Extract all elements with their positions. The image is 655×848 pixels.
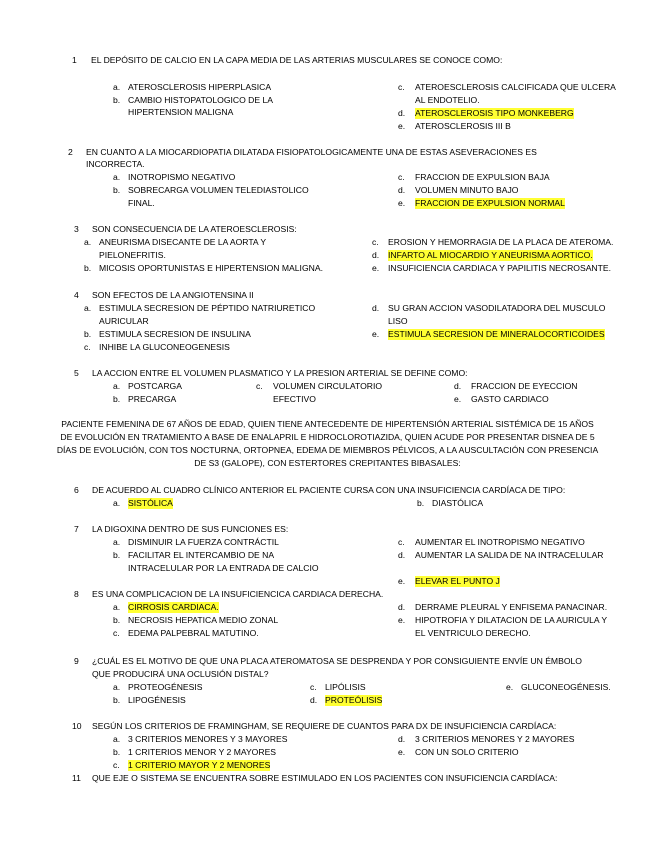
question-number: 2 — [68, 147, 73, 157]
option-letter: d. — [398, 108, 406, 118]
option-c: FRACCION DE EXPULSION BAJA — [415, 172, 550, 182]
option-e: GASTO CARDIACO — [471, 394, 549, 404]
option-c-cont: EFECTIVO — [273, 394, 316, 404]
option-c: EDEMA PALPEBRAL MATUTINO. — [128, 628, 259, 638]
option-a: 3 CRITERIOS MENORES Y 3 MAYORES — [128, 734, 288, 744]
option-d: VOLUMEN MINUTO BAJO — [415, 185, 519, 195]
option-letter: a. — [84, 303, 92, 313]
option-letter: e. — [398, 198, 406, 208]
question-text: SON EFECTOS DE LA ANGIOTENSINA II — [92, 290, 254, 300]
option-c: AUMENTAR EL INOTROPISMO NEGATIVO — [415, 537, 585, 547]
option-d-correct-highlight: ATEROSCLEROSIS TIPO MONKEBERG — [415, 108, 574, 118]
option-letter: d. — [454, 381, 462, 391]
option-d-correct-highlight: INFARTO AL MIOCARDIO Y ANEURISMA AORTICO. — [388, 250, 593, 260]
option-letter: a. — [113, 172, 121, 182]
option-d: SU GRAN ACCION VASODILATADORA DEL MUSCULO — [388, 303, 606, 313]
option-b: FACILITAR EL INTERCAMBIO DE NA — [128, 550, 275, 560]
option-c: ATEROESCLEROSIS CALCIFICADA QUE ULCERA — [415, 82, 616, 92]
option-letter: c. — [398, 172, 405, 182]
option-letter: c. — [113, 760, 120, 770]
case-text-line: DE S3 (GALOPE), CON ESTERTORES CREPITANTES BIBASALES: — [194, 458, 461, 468]
question-number: 6 — [74, 485, 79, 495]
option-b: NECROSIS HEPATICA MEDIO ZONAL — [128, 615, 279, 625]
option-letter: e. — [506, 682, 514, 692]
option-letter: d. — [398, 734, 406, 744]
option-a-cont: AURICULAR — [99, 316, 149, 326]
option-b: PRECARGA — [128, 394, 177, 404]
question-number: 1 — [72, 55, 77, 65]
option-c-correct-highlight: 1 CRITERIO MAYOR Y 2 MENORES — [128, 760, 271, 770]
option-c: LIPÓLISIS — [325, 682, 366, 692]
question-text: QUE EJE O SISTEMA SE ENCUENTRA SOBRE ESTIMULADO EN LOS PACIENTES CON INSUFICIENCIA CARDÍACA: — [92, 773, 558, 783]
option-letter: e. — [454, 394, 462, 404]
option-letter: c. — [398, 537, 405, 547]
option-a: ATEROSCLEROSIS HIPERPLASICA — [128, 82, 272, 92]
option-a: ESTIMULA SECRESION DE PÉPTIDO NATRIURETICO — [99, 303, 316, 313]
question-number: 8 — [74, 589, 79, 599]
option-e-correct-highlight: FRACCION DE EXPULSION NORMAL — [415, 198, 565, 208]
option-d: 3 CRITERIOS MENORES Y 2 MAYORES — [415, 734, 575, 744]
option-letter: a. — [84, 237, 92, 247]
option-b-cont: FINAL. — [128, 198, 155, 208]
option-e: GLUCONEOGÉNESIS. — [521, 682, 611, 692]
option-e-correct-highlight: ESTIMULA SECRESION DE MINERALOCORTICOIDES — [388, 329, 605, 339]
option-e-cont: EL VENTRICULO DERECHO. — [415, 628, 531, 638]
option-a: INOTROPISMO NEGATIVO — [128, 172, 236, 182]
question-text: LA ACCION ENTRE EL VOLUMEN PLASMATICO Y LA PRESION ARTERIAL SE DEFINE COMO: — [92, 368, 468, 378]
option-letter: d. — [372, 250, 380, 260]
option-e: CON UN SOLO CRITERIO — [415, 747, 519, 757]
option-b: LIPOGÉNESIS — [128, 695, 186, 705]
option-letter: b. — [113, 185, 121, 195]
option-letter: b. — [113, 550, 121, 560]
option-letter: b. — [113, 394, 121, 404]
option-b: DIASTÓLICA — [432, 498, 484, 508]
option-b: CAMBIO HISTOPATOLOGICO DE LA — [128, 95, 274, 105]
option-letter: d. — [398, 550, 406, 560]
option-d-cont: LISO — [388, 316, 408, 326]
question-number: 11 — [72, 773, 81, 783]
question-number: 3 — [74, 224, 79, 234]
option-letter: b. — [113, 747, 121, 757]
option-letter: d. — [398, 602, 406, 612]
option-b-cont: HIPERTENSION MALIGNA — [128, 107, 234, 117]
question-text: DE ACUERDO AL CUADRO CLÍNICO ANTERIOR EL PACIENTE CURSA CON UNA INSUFICIENCIA CARDÍACA DE TIPO: — [92, 485, 566, 495]
case-text-line: DÍAS DE EVOLUCIÓN, CON TOS NOCTURNA, ORTOPNEA, EDEMA DE MIEMBROS PÉLVICOS, A LA AUSCULTACIÓN CON PRESENCIA — [56, 445, 599, 455]
option-letter: e. — [398, 121, 406, 131]
option-d-correct-highlight: PROTEÓLISIS — [325, 695, 383, 705]
question-text: LA DIGOXINA DENTRO DE SUS FUNCIONES ES: — [92, 524, 289, 534]
option-d: AUMENTAR LA SALIDA DE NA INTRACELULAR — [415, 550, 604, 560]
question-number: 10 — [72, 721, 82, 731]
option-letter: c. — [398, 82, 405, 92]
option-a-cont: PIELONEFRITIS. — [99, 250, 166, 260]
option-e: HIPOTROFIA Y DILATACION DE LA AURICULA Y — [415, 615, 608, 625]
option-c: EROSION Y HEMORRAGIA DE LA PLACA DE ATEROMA. — [388, 237, 614, 247]
question-number: 7 — [74, 524, 79, 534]
option-letter: d. — [398, 185, 406, 195]
question-text: ES UNA COMPLICACION DE LA INSUFICIENCICA CARDIACA DERECHA. — [92, 589, 384, 599]
option-d: FRACCION DE EYECCION — [471, 381, 578, 391]
option-b: SOBRECARGA VOLUMEN TELEDIASTOLICO — [128, 185, 309, 195]
option-letter: c. — [113, 628, 120, 638]
option-letter: e. — [372, 263, 380, 273]
option-a: ANEURISMA DISECANTE DE LA AORTA Y — [99, 237, 267, 247]
option-letter: c. — [372, 237, 379, 247]
option-a: POSTCARGA — [128, 381, 182, 391]
question-number: 5 — [74, 368, 79, 378]
option-letter: a. — [113, 82, 121, 92]
question-text: SON CONSECUENCIA DE LA ATEROESCLEROSIS: — [92, 224, 297, 234]
option-b: 1 CRITERIOS MENOR Y 2 MAYORES — [128, 747, 277, 757]
question-text-cont: QUE PRODUCIRÁ UNA OCLUSIÓN DISTAL? — [92, 669, 269, 679]
case-text-line: DE EVOLUCIÓN EN TRATAMIENTO A BASE DE ENALAPRIL E HIDROCLOROTIAZIDA, QUIEN ACUDE POR PRESENTAR DISNEA DE 5 — [60, 432, 595, 442]
option-letter: b. — [113, 615, 121, 625]
option-letter: b. — [84, 263, 92, 273]
option-letter: d. — [372, 303, 380, 313]
option-c-cont: AL ENDOTELIO. — [415, 95, 480, 105]
option-c: VOLUMEN CIRCULATORIO — [273, 381, 383, 391]
option-letter: b. — [113, 695, 121, 705]
question-text: EN CUANTO A LA MIOCARDIOPATIA DILATADA FISIOPATOLOGICAMENTE UNA DE ESTAS ASEVERACIONES ES — [86, 147, 537, 157]
option-letter: a. — [113, 537, 121, 547]
option-letter: b. — [113, 95, 121, 105]
option-letter: a. — [113, 498, 121, 508]
option-letter: b. — [84, 329, 92, 339]
option-a-correct-highlight: CIRROSIS CARDIACA. — [128, 602, 219, 612]
option-letter: c. — [84, 342, 91, 352]
option-b-cont: INTRACELULAR POR LA ENTRADA DE CALCIO — [128, 563, 319, 573]
option-e: ATEROSCLEROSIS III B — [415, 121, 511, 131]
option-a: PROTEOGÉNESIS — [128, 682, 203, 692]
option-c: INHIBE LA GLUCONEOGENESIS — [99, 342, 230, 352]
option-b: ESTIMULA SECRESION DE INSULINA — [99, 329, 251, 339]
option-letter: e. — [372, 329, 380, 339]
question-text: SEGÚN LOS CRITERIOS DE FRAMINGHAM, SE REQUIERE DE CUANTOS PARA DX DE INSUFICIENCIA CARDÍACA: — [92, 721, 557, 731]
option-letter: a. — [113, 734, 121, 744]
option-letter: a. — [113, 381, 121, 391]
option-letter: c. — [310, 682, 317, 692]
option-letter: e. — [398, 747, 406, 757]
option-e-correct-highlight: ELEVAR EL PUNTO J — [415, 576, 500, 586]
question-number: 9 — [74, 656, 79, 666]
option-b: MICOSIS OPORTUNISTAS E HIPERTENSION MALIGNA. — [99, 263, 323, 273]
case-text-line: PACIENTE FEMENINA DE 67 AÑOS DE EDAD, QUIEN TIENE ANTECEDENTE DE HIPERTENSIÓN ARTERIAL SISTÉMICA DE 15 AÑOS — [61, 419, 594, 429]
option-a: DISMINUIR LA FUERZA CONTRÁCTIL — [128, 537, 279, 547]
option-letter: a. — [113, 682, 121, 692]
question-text-cont: INCORRECTA. — [86, 159, 145, 169]
option-letter: d. — [310, 695, 318, 705]
question-number: 4 — [74, 290, 79, 300]
option-e: INSUFICIENCIA CARDIACA Y PAPILITIS NECROSANTE. — [388, 263, 612, 273]
option-letter: e. — [398, 576, 406, 586]
question-text: EL DEPÓSITO DE CALCIO EN LA CAPA MEDIA DE LAS ARTERIAS MUSCULARES SE CONOCE COMO: — [91, 55, 503, 65]
option-a-correct-highlight: SISTÓLICA — [128, 498, 173, 508]
option-letter: a. — [113, 602, 121, 612]
option-letter: c. — [256, 381, 263, 391]
option-d: DERRAME PLEURAL Y ENFISEMA PANACINAR. — [415, 602, 608, 612]
option-letter: b. — [417, 498, 425, 508]
question-text: ¿CUÁL ES EL MOTIVO DE QUE UNA PLACA ATEROMATOSA SE DESPRENDA Y POR CONSIGUIENTE ENVÍE UN ÉMBOLO — [92, 656, 582, 666]
option-letter: e. — [398, 615, 406, 625]
